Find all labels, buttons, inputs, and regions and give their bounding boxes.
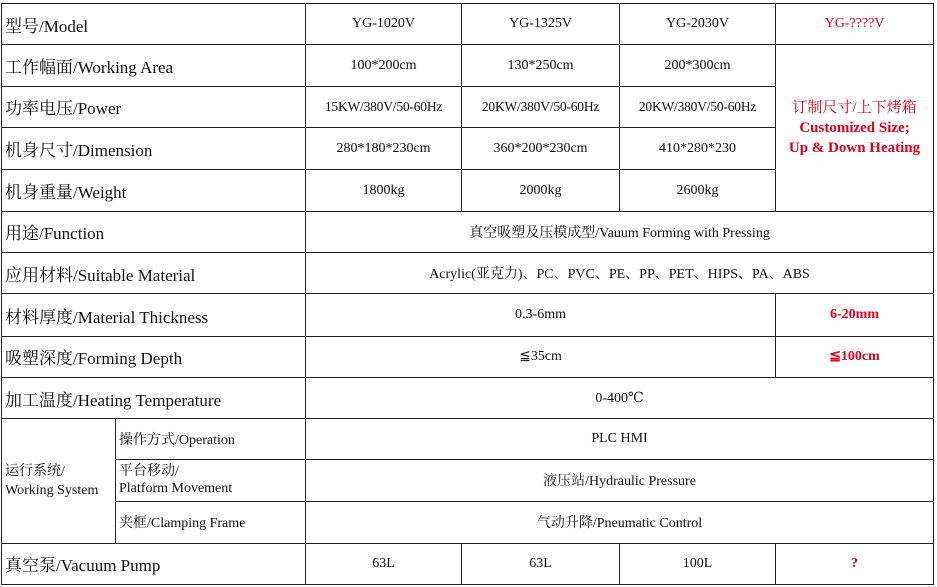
row-operation <box>2 419 934 459</box>
dimension-3: 410*280*230 <box>620 128 776 170</box>
label-working-system <box>2 419 116 543</box>
temperature-value: 0-400℃ <box>306 378 934 419</box>
row-pump <box>2 543 934 584</box>
customized-note <box>776 45 934 211</box>
depth-custom: ≦100cm <box>776 336 934 377</box>
pump-custom: ? <box>776 543 934 584</box>
label-pump: 真空泵/Vacuum Pump <box>2 543 306 584</box>
label-thickness: 材料厚度/Material Thickness <box>2 294 306 336</box>
platform-label-cn: 平台移动/ <box>119 464 179 480</box>
model-custom: YG-????V <box>776 4 934 45</box>
label-dimension: 机身尺寸/Dimension <box>2 128 306 170</box>
label-model: 型号/Model <box>2 4 306 45</box>
working-area-1: 100*200cm <box>306 45 462 86</box>
row-depth <box>2 336 934 377</box>
dimension-2: 360*200*230cm <box>462 128 620 170</box>
customized-note-cn: 订制尺寸/上下烤箱 <box>792 100 917 117</box>
label-depth: 吸塑深度/Forming Depth <box>2 336 306 377</box>
label-function: 用途/Function <box>2 211 306 252</box>
label-operation: 操作方式/Operation <box>116 419 306 459</box>
power-1: 15KW/380V/50-60Hz <box>306 86 462 127</box>
weight-1: 1800kg <box>306 170 462 211</box>
power-2: 20KW/380V/50-60Hz <box>462 86 620 127</box>
customized-note-heating: Up & Down Heating <box>788 140 921 157</box>
label-clamping: 夹框/Clamping Frame <box>116 502 306 543</box>
working-area-2: 130*250cm <box>462 45 620 86</box>
spec-table <box>1 3 934 585</box>
operation-value: PLC HMI <box>306 419 934 459</box>
power-3: 20KW/380V/50-60Hz <box>620 86 776 127</box>
weight-2: 2000kg <box>462 170 620 211</box>
label-material: 应用材料/Suitable Material <box>2 253 306 294</box>
function-value: 真空吸塑及压模成型/Vauum Forming with Pressing <box>306 211 934 252</box>
dimension-1: 280*180*230cm <box>306 128 462 170</box>
working-system-en: Working System <box>5 482 99 498</box>
row-function <box>2 211 934 252</box>
row-model <box>2 4 934 45</box>
row-thickness <box>2 294 934 336</box>
label-platform <box>116 459 306 501</box>
row-temperature <box>2 378 934 419</box>
depth-value: ≦35cm <box>306 336 776 377</box>
working-system-cn: 运行系统/ <box>5 463 65 479</box>
platform-label-en: Platform Movement <box>119 481 233 497</box>
label-weight: 机身重量/Weight <box>2 170 306 211</box>
pump-2: 63L <box>462 543 620 584</box>
thickness-value: 0.3-6mm <box>306 294 776 336</box>
label-power: 功率电压/Power <box>2 86 306 127</box>
pump-1: 63L <box>306 543 462 584</box>
material-value: Acrylic(亚克力)、PC、PVC、PE、PP、PET、HIPS、PA、ABS <box>306 253 934 294</box>
pump-3: 100L <box>620 543 776 584</box>
thickness-custom: 6-20mm <box>776 294 934 336</box>
working-area-3: 200*300cm <box>620 45 776 86</box>
row-working-area <box>2 45 934 86</box>
model-yg-1020v: YG-1020V <box>306 4 462 45</box>
row-material <box>2 253 934 294</box>
weight-3: 2600kg <box>620 170 776 211</box>
label-working-area: 工作幅面/Working Area <box>2 45 306 86</box>
model-yg-1325v: YG-1325V <box>462 4 620 45</box>
row-platform <box>2 459 934 501</box>
label-temperature: 加工温度/Heating Temperature <box>2 378 306 419</box>
platform-value: 液压站/Hydraulic Pressure <box>306 459 934 501</box>
model-yg-2030v: YG-2030V <box>620 4 776 45</box>
clamping-value: 气动升降/Pneumatic Control <box>306 502 934 543</box>
customized-note-size: Customized Size; <box>799 120 910 137</box>
row-clamping <box>2 502 934 543</box>
